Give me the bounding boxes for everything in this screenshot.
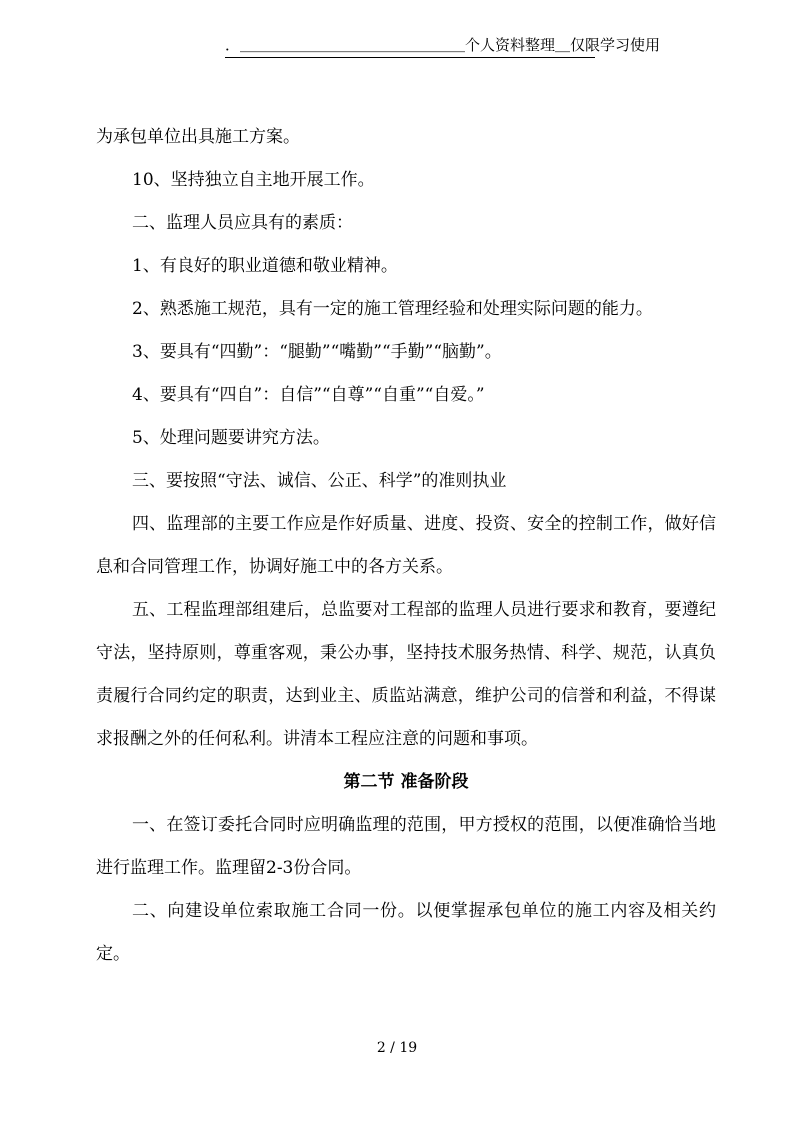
- section-title: 第二节 准备阶段: [343, 772, 469, 792]
- paragraph: 一、在签订委托合同时应明确监理的范围，甲方授权的范围，以便准确恰当地进行监理工作。监理留2-3份合同。: [96, 815, 716, 878]
- paragraph: 四、监理部的主要工作应是作好质量、进度、投资、安全的控制工作，做好信息和合同管理工作，协调好施工中的各方关系。: [96, 514, 716, 577]
- paragraph: 三、要按照“守法、诚信、公正、科学”的准则执业: [132, 471, 507, 491]
- page-header: ．＿＿＿＿＿＿＿＿＿＿＿＿＿＿＿个人资料整理＿仅限学习使用: [225, 34, 595, 58]
- paragraph: 二、向建设单位索取施工合同一份。以便掌握承包单位的施工内容及相关约定。: [96, 901, 716, 964]
- paragraph: 10、坚持独立自主地开展工作。: [132, 170, 375, 190]
- paragraph: 2、熟悉施工规范，具有一定的施工管理经验和处理实际问题的能力。: [132, 299, 653, 319]
- paragraph: 五、工程监理部组建后，总监要对工程部的监理人员进行要求和教育，要遵纪守法，坚持原则，尊重客观，秉公办事，坚持技术服务热情、科学、规范，认真负责履行合同约定的职责，达到业主、质监站满意，维护公司的信誉和利益，不得谋求报酬之外的任何私利。讲清本工程应注意的问题和事项。: [96, 600, 716, 749]
- paragraph: 1、有良好的职业道德和敬业精神。: [132, 256, 398, 276]
- page-number: 2 / 19: [376, 1040, 418, 1056]
- document-body: [96, 116, 716, 976]
- paragraph: 3、要具有“四勤”：“腿勤”“嘴勤”“手勤”“脑勤”。: [132, 342, 502, 362]
- paragraph: 4、要具有“四自”：自信”“自尊”“自重”“自爱。”: [132, 385, 485, 405]
- paragraph: 5、处理问题要讲究方法。: [132, 428, 330, 448]
- paragraph: 为承包单位出具施工方案。: [96, 127, 300, 147]
- paragraph: 二、监理人员应具有的素质：: [132, 213, 353, 233]
